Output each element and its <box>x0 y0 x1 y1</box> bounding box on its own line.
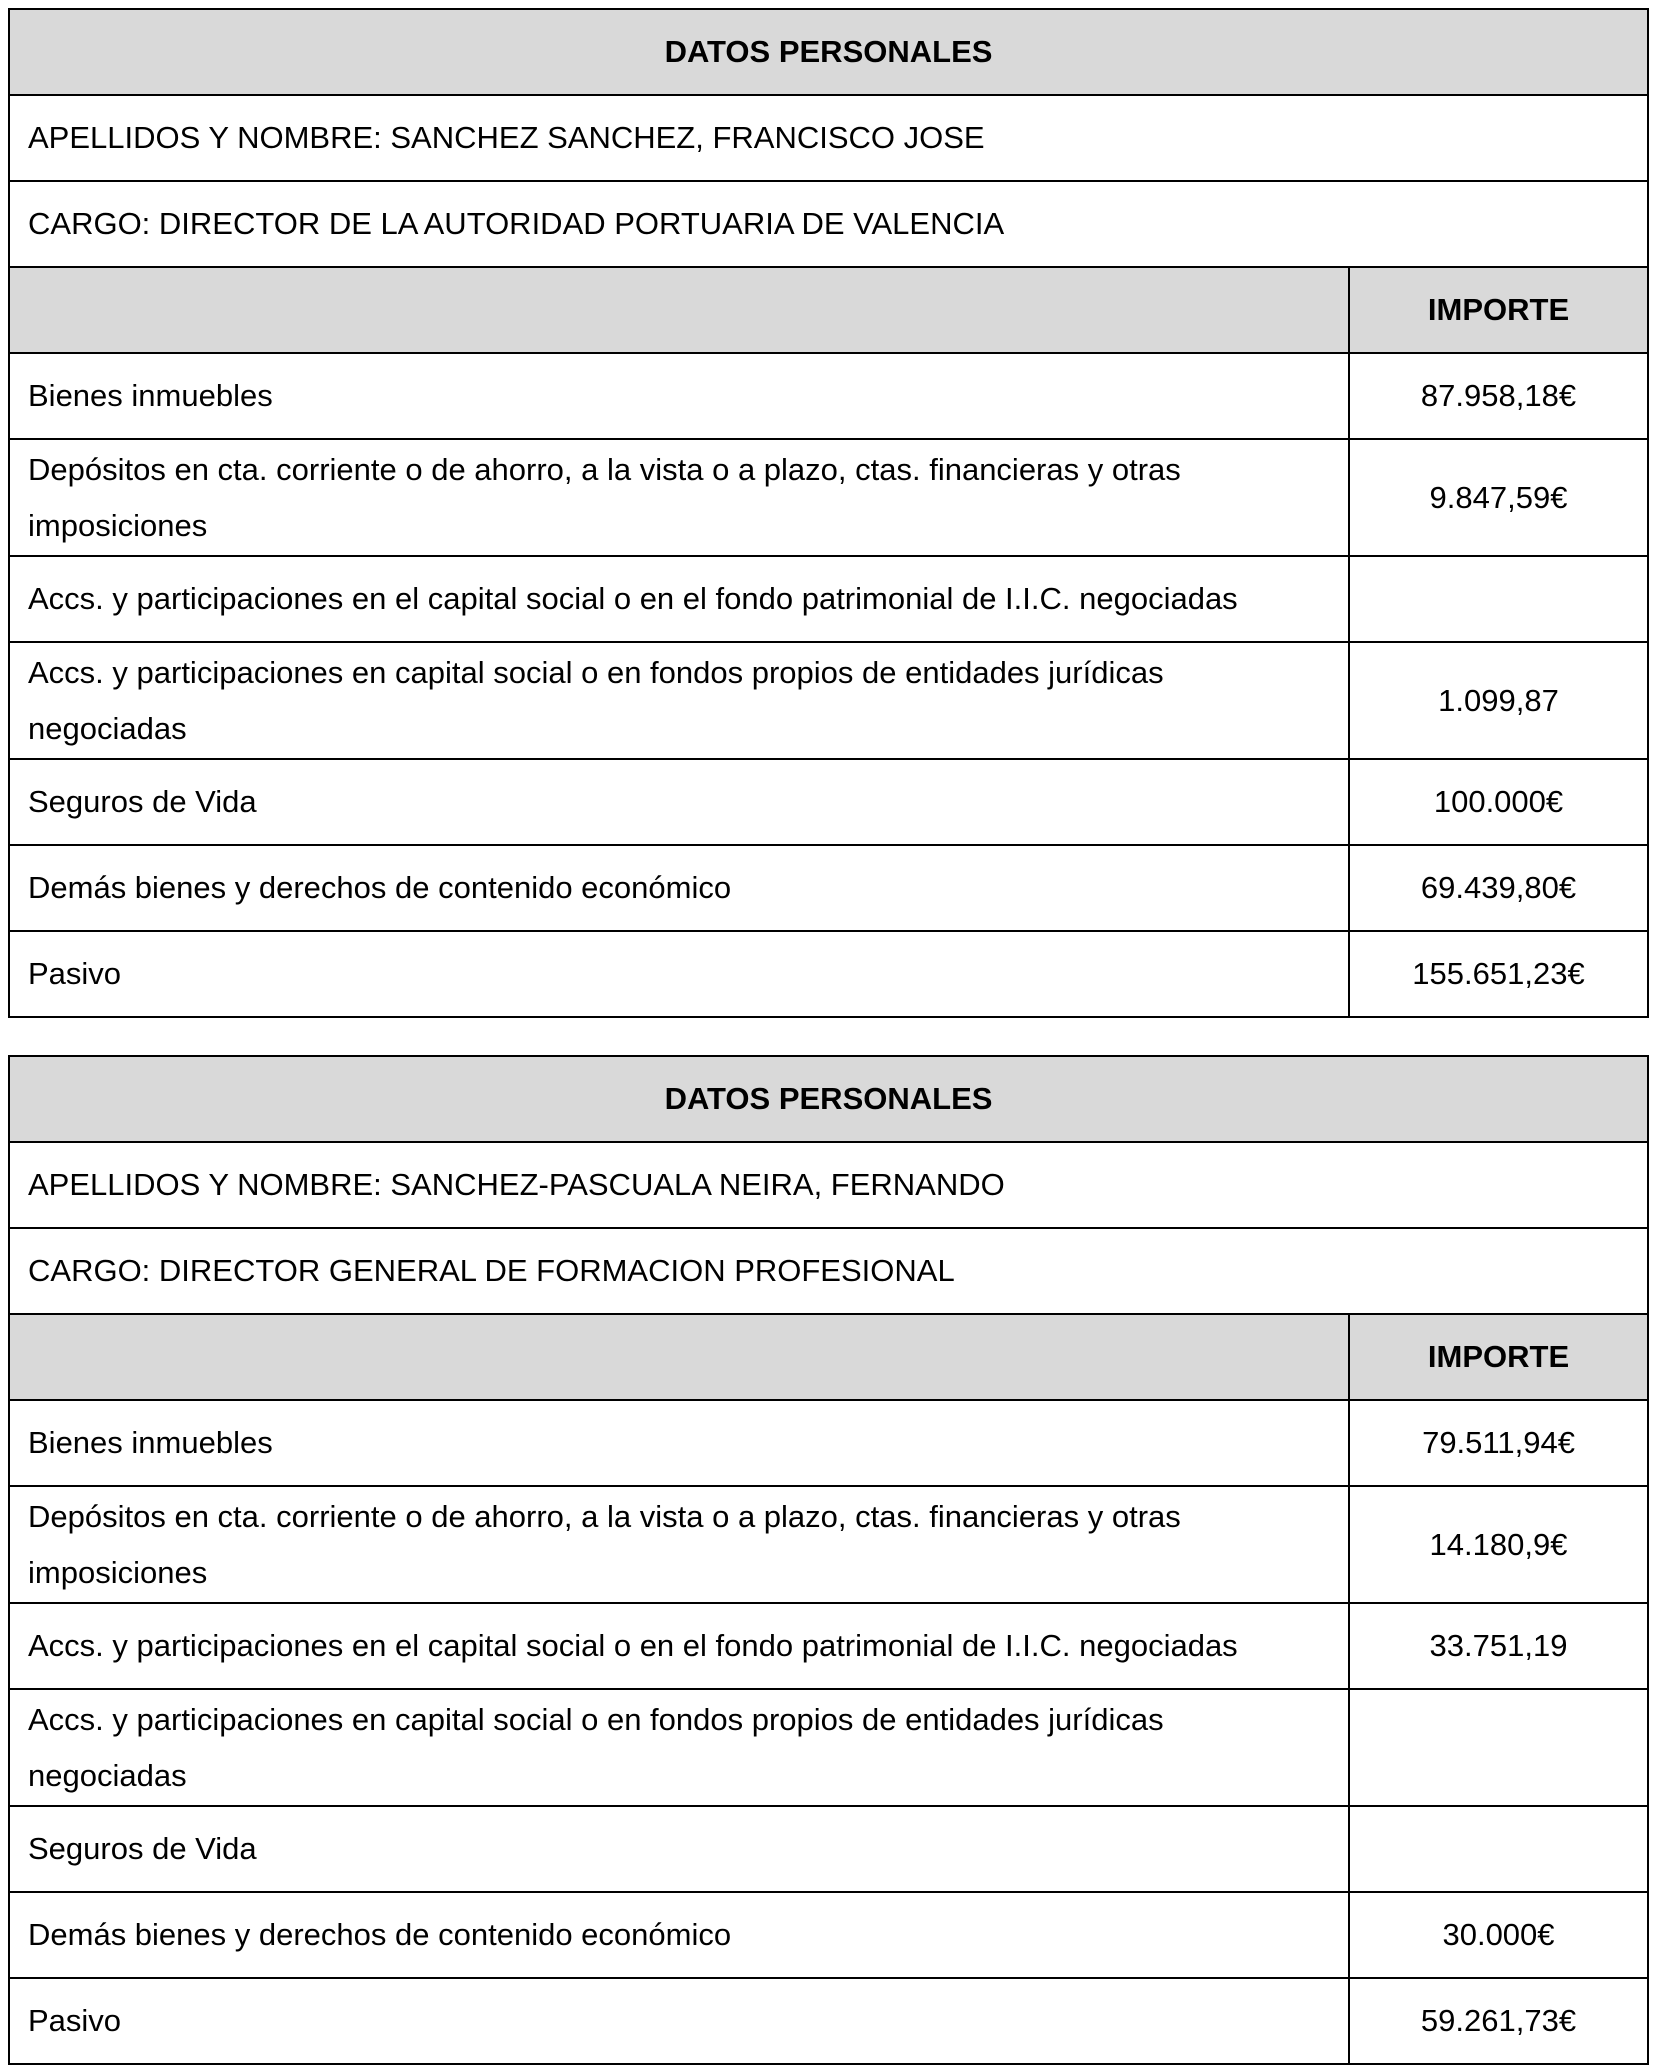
row-label: Accs. y participaciones en capital social o en fondos propios de entidades jurídicas negociadas <box>9 1689 1349 1806</box>
table-row <box>9 1978 1648 2064</box>
name-line: APELLIDOS Y NOMBRE: SANCHEZ-PASCUALA NEIRA, FERNANDO <box>9 1142 1648 1228</box>
blank-header-cell <box>9 1314 1349 1400</box>
row-value <box>1349 1689 1648 1806</box>
row-value <box>1349 1806 1648 1892</box>
section-title: DATOS PERSONALES <box>9 1056 1648 1142</box>
name-row <box>9 95 1648 181</box>
name-line: APELLIDOS Y NOMBRE: SANCHEZ SANCHEZ, FRANCISCO JOSE <box>9 95 1648 181</box>
cargo-line: CARGO: DIRECTOR DE LA AUTORIDAD PORTUARIA DE VALENCIA <box>9 181 1648 267</box>
table-header-row <box>9 9 1648 95</box>
row-value: 69.439,80€ <box>1349 845 1648 931</box>
row-value: 79.511,94€ <box>1349 1400 1648 1486</box>
row-label: Seguros de Vida <box>9 759 1349 845</box>
importe-header: IMPORTE <box>1349 267 1648 353</box>
cargo-line: CARGO: DIRECTOR GENERAL DE FORMACION PROFESIONAL <box>9 1228 1648 1314</box>
table-row <box>9 1486 1648 1603</box>
table-row <box>9 931 1648 1017</box>
table-row <box>9 759 1648 845</box>
row-value: 1.099,87 <box>1349 642 1648 759</box>
row-label: Pasivo <box>9 931 1349 1017</box>
row-label: Accs. y participaciones en capital social o en fondos propios de entidades jurídicas negociadas <box>9 642 1349 759</box>
row-value: 33.751,19 <box>1349 1603 1648 1689</box>
row-label: Seguros de Vida <box>9 1806 1349 1892</box>
column-header-row <box>9 267 1648 353</box>
row-value: 87.958,18€ <box>1349 353 1648 439</box>
row-label: Accs. y participaciones en el capital social o en el fondo patrimonial de I.I.C. negociadas <box>9 556 1349 642</box>
table-row <box>9 556 1648 642</box>
row-value: 100.000€ <box>1349 759 1648 845</box>
row-value: 59.261,73€ <box>1349 1978 1648 2064</box>
blank-header-cell <box>9 267 1349 353</box>
table-row <box>9 439 1648 556</box>
row-value: 14.180,9€ <box>1349 1486 1648 1603</box>
row-label: Depósitos en cta. corriente o de ahorro, a la vista o a plazo, ctas. financieras y otras imposiciones <box>9 1486 1349 1603</box>
importe-header: IMPORTE <box>1349 1314 1648 1400</box>
table-row <box>9 642 1648 759</box>
table-row <box>9 1892 1648 1978</box>
declaration-table-1 <box>8 8 1649 1018</box>
section-title: DATOS PERSONALES <box>9 9 1648 95</box>
cargo-row <box>9 1228 1648 1314</box>
column-header-row <box>9 1314 1648 1400</box>
table-row <box>9 1689 1648 1806</box>
cargo-row <box>9 181 1648 267</box>
row-label: Bienes inmuebles <box>9 353 1349 439</box>
name-row <box>9 1142 1648 1228</box>
row-label: Accs. y participaciones en el capital social o en el fondo patrimonial de I.I.C. negociadas <box>9 1603 1349 1689</box>
table-row <box>9 1603 1648 1689</box>
row-label: Pasivo <box>9 1978 1349 2064</box>
declaration-table-2 <box>8 1055 1649 2065</box>
row-label: Demás bienes y derechos de contenido económico <box>9 845 1349 931</box>
row-value: 155.651,23€ <box>1349 931 1648 1017</box>
table-row <box>9 1806 1648 1892</box>
table-row <box>9 1400 1648 1486</box>
table-header-row <box>9 1056 1648 1142</box>
row-label: Demás bienes y derechos de contenido económico <box>9 1892 1349 1978</box>
row-label: Bienes inmuebles <box>9 1400 1349 1486</box>
row-label: Depósitos en cta. corriente o de ahorro, a la vista o a plazo, ctas. financieras y otras imposiciones <box>9 439 1349 556</box>
row-value: 9.847,59€ <box>1349 439 1648 556</box>
row-value: 30.000€ <box>1349 1892 1648 1978</box>
row-value <box>1349 556 1648 642</box>
table-row <box>9 353 1648 439</box>
table-row <box>9 845 1648 931</box>
